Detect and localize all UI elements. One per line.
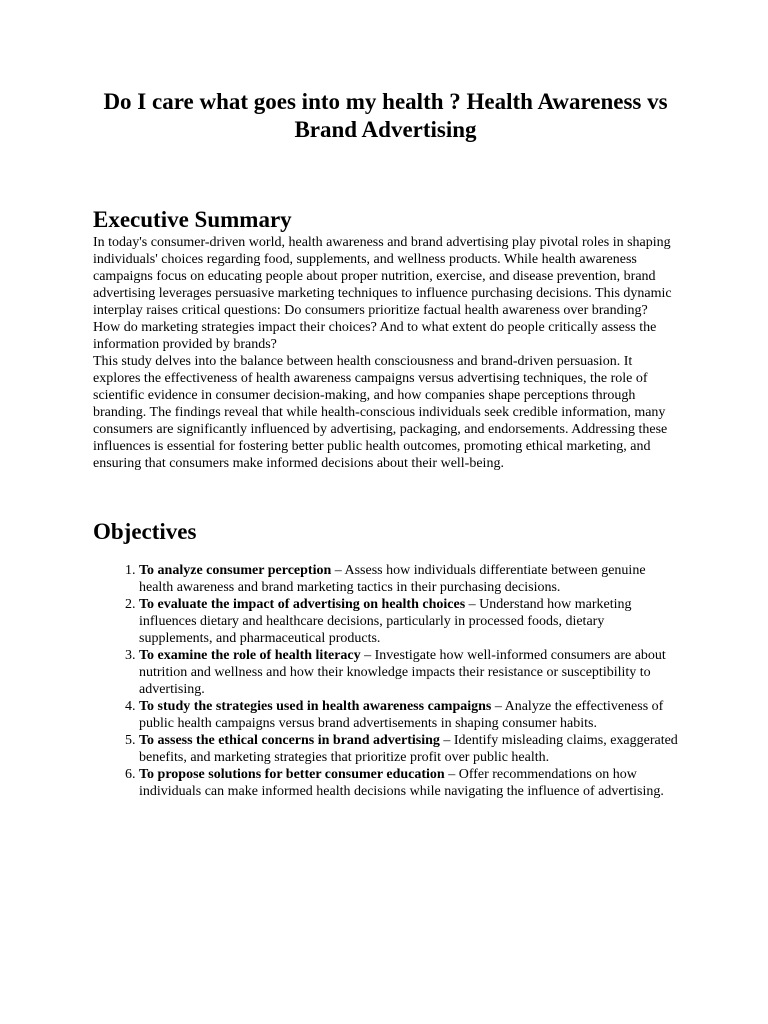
objective-item	[139, 698, 678, 732]
executive-summary-paragraph-1: In today's consumer-driven world, health awareness and brand advertising play pivotal roles in shaping individuals' choices regarding food, supplements, and wellness products. While health awareness campaigns focus on educating people about proper nutrition, exercise, and disease prevention, brand advertising leverages persuasive marketing techniques to influence purchasing decisions. This dynamic interplay raises critical questions: Do consumers prioritize factual health awareness over branding? How do marketing strategies impact their choices? And to what extent do people critically assess the information provided by brands?	[93, 235, 672, 352]
objective-item	[139, 562, 678, 596]
objective-text: – Assess how individuals differentiate between genuine health awareness and brand marketing tactics in their purchasing decisions.	[139, 563, 646, 595]
executive-summary-heading: Executive Summary	[93, 207, 292, 232]
objective-lead: To assess the ethical concerns in brand advertising	[139, 733, 440, 748]
objective-text: – Understand how marketing influences dietary and healthcare decisions, particularly in processed foods, dietary supplements, and pharmaceutical products.	[139, 597, 632, 646]
objective-item	[139, 766, 678, 800]
objectives-heading: Objectives	[93, 519, 197, 544]
objective-lead: To propose solutions for better consumer education	[139, 767, 445, 782]
objective-lead: To evaluate the impact of advertising on health choices	[139, 597, 466, 612]
objective-lead: To analyze consumer perception	[139, 563, 332, 578]
objective-item	[139, 732, 678, 766]
objective-text: – Offer recommendations on how individuals can make informed health decisions while navigating the influence of advertising.	[139, 767, 664, 799]
document-title: Do I care what goes into my health ? Health Awareness vs Brand Advertising	[103, 89, 668, 142]
objective-text: – Analyze the effectiveness of public health campaigns versus brand advertisements in shaping consumer habits.	[139, 699, 664, 731]
document-page	[93, 88, 678, 800]
objective-text: – Investigate how well-informed consumers are about nutrition and wellness and how their knowledge impacts their resistance or susceptibility to advertising.	[139, 648, 666, 697]
objective-item	[139, 647, 678, 698]
objective-lead: To study the strategies used in health awareness campaigns	[139, 699, 492, 714]
objective-item	[139, 596, 678, 647]
objective-lead: To examine the role of health literacy	[139, 648, 361, 663]
executive-summary-paragraph-2: This study delves into the balance between health consciousness and brand-driven persuasion. It explores the effectiveness of health awareness campaigns versus advertising techniques, the role of scientific evidence in consumer decision-making, and how companies shape perceptions through branding. The findings reveal that while health-conscious individuals seek credible information, many consumers are significantly influenced by advertising, packaging, and endorsements. Addressing these influences is essential for fostering better public health outcomes, promoting ethical marketing, and ensuring that consumers make informed decisions about their well-being.	[93, 354, 668, 471]
objective-text: – Identify misleading claims, exaggerated benefits, and marketing strategies that prioritize profit over public health.	[139, 733, 678, 765]
objectives-list	[93, 562, 678, 800]
